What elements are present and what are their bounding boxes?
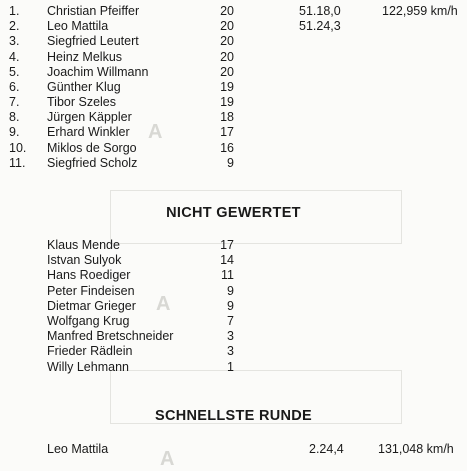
- position: 10.: [9, 141, 27, 155]
- lap-time: 2.24,4: [309, 442, 344, 456]
- position: 7.: [9, 95, 20, 109]
- laps: 1: [227, 360, 234, 374]
- result-row: [0, 65, 467, 80]
- laps: 18: [220, 110, 234, 124]
- driver-name: Tibor Szeles: [47, 95, 117, 109]
- section-heading-not-classified: NICHT GEWERTET: [166, 205, 301, 221]
- section-heading-fastest-lap: SCHNELLSTE RUNDE: [154, 408, 313, 424]
- result-row: [0, 253, 467, 268]
- laps: 20: [220, 4, 234, 18]
- laps: 20: [220, 34, 234, 48]
- position: 6.: [9, 80, 20, 94]
- position: 5.: [9, 65, 20, 79]
- position: 11.: [9, 156, 26, 170]
- driver-name: Hans Roediger: [47, 268, 131, 282]
- result-row: [0, 110, 467, 125]
- laps: 20: [220, 65, 234, 79]
- race-time: 51.24,3: [299, 19, 341, 33]
- driver-name: Heinz Melkus: [47, 50, 123, 64]
- position: 2.: [9, 19, 20, 33]
- laps: 20: [220, 50, 234, 64]
- bleed-through-text: A: [160, 448, 175, 470]
- laps: 20: [220, 19, 234, 33]
- driver-name: Miklos de Sorgo: [47, 141, 137, 155]
- result-row: [0, 80, 467, 95]
- result-row: [0, 268, 467, 283]
- laps: 19: [220, 95, 234, 109]
- driver-name: Christian Pfeiffer: [47, 4, 140, 18]
- driver-name: Peter Findeisen: [47, 284, 135, 298]
- driver-name: Leo Mattila: [47, 19, 109, 33]
- result-row: [0, 314, 467, 329]
- driver-name: Jürgen Käppler: [47, 110, 132, 124]
- driver-name: Siegfried Scholz: [47, 156, 138, 170]
- position: 4.: [9, 50, 20, 64]
- laps: 9: [227, 284, 234, 298]
- driver-name: Willy Lehmann: [47, 360, 129, 374]
- result-row: [0, 238, 467, 253]
- laps: 7: [227, 314, 234, 328]
- position: 3.: [9, 34, 20, 48]
- result-row: [0, 19, 467, 34]
- bleed-through-text: A: [156, 293, 171, 315]
- driver-name: Manfred Bretschneider: [47, 329, 174, 343]
- driver-name: Leo Mattila: [47, 442, 109, 456]
- result-row: [0, 156, 467, 171]
- result-row: [0, 299, 467, 314]
- race-time: 51.18,0: [299, 4, 341, 18]
- position: 1.: [9, 4, 20, 18]
- result-row: [0, 284, 467, 299]
- laps: 9: [227, 156, 234, 170]
- result-row: [0, 34, 467, 49]
- laps: 16: [220, 141, 234, 155]
- position: 9.: [9, 125, 20, 139]
- driver-name: Siegfried Leutert: [47, 34, 139, 48]
- laps: 17: [220, 125, 234, 139]
- driver-name: Erhard Winkler: [47, 125, 130, 139]
- result-row: [0, 141, 467, 156]
- result-row: [0, 50, 467, 65]
- laps: 11: [221, 268, 234, 282]
- result-row: [0, 4, 467, 19]
- driver-name: Frieder Rädlein: [47, 344, 133, 358]
- driver-name: Wolfgang Krug: [47, 314, 130, 328]
- laps: 14: [220, 253, 234, 267]
- laps: 17: [220, 238, 234, 252]
- laps: 3: [227, 329, 234, 343]
- driver-name: Klaus Mende: [47, 238, 120, 252]
- driver-name: Dietmar Grieger: [47, 299, 136, 313]
- laps: 19: [220, 80, 234, 94]
- result-row: [0, 360, 467, 375]
- average-speed: 122,959 km/h: [382, 4, 458, 18]
- position: 8.: [9, 110, 20, 124]
- fastest-lap-row: [0, 442, 467, 457]
- bleed-through-text: A: [148, 121, 163, 143]
- driver-name: Joachim Willmann: [47, 65, 149, 79]
- laps: 3: [227, 344, 234, 358]
- result-row: [0, 329, 467, 344]
- laps: 9: [227, 299, 234, 313]
- lap-speed: 131,048 km/h: [378, 442, 454, 456]
- driver-name: Günther Klug: [47, 80, 121, 94]
- result-row: [0, 95, 467, 110]
- driver-name: Istvan Sulyok: [47, 253, 122, 267]
- result-row: [0, 344, 467, 359]
- result-row: [0, 125, 467, 140]
